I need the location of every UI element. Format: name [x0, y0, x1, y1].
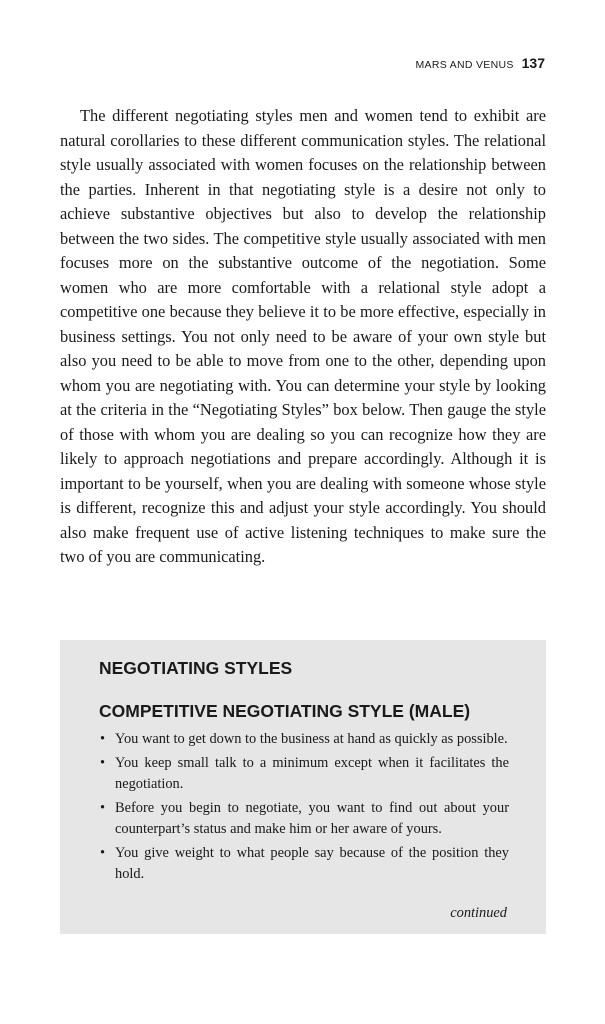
continued-label: continued	[450, 905, 507, 921]
box-title: NEGOTIATING STYLES	[99, 658, 293, 678]
running-title: MARS AND VENUS	[415, 59, 514, 71]
body-paragraph: The different negotiating styles men and women tend to exhibit are natural corollaries to these different communication styles. The relational style usually associated with women focuses on the relationship between the parties. Inherent in that negotiating style is a desire not only to achieve substantive objectives but also to develop the relationship between the two sides. The competitive style usually associated with men focuses more on the substantive outcome of the negotiation. Some women who are more comfortable with a relational style adopt a competitive one because they believe it to be more effective, especially in business settings. You not only need to be aware of your own style but also you need to be able to move from one to the other, depending upon whom you are negotiating with. You can determine your style by looking at the criteria in the “Negotiating Styles” box below. Then gauge the style of those with whom you are dealing so you can recognize how they are likely to approach negotiations and prepare accordingly. Although it is important to be yourself, when you are dealing with someone whose style is different, recognize this and adjust your style accordingly. You should also make frequent use of active listening techniques to make sure the two of you are communicating.	[60, 106, 546, 566]
box-subtitle: COMPETITIVE NEGOTIATING STYLE (MALE)	[99, 701, 471, 721]
bullet-icon: •	[100, 800, 106, 816]
list-item-text: You want to get down to the business at hand as quickly as possible.	[115, 731, 508, 747]
bullet-icon: •	[100, 845, 106, 861]
list-item-text: You keep small talk to a minimum except when it facilitates the negotiation.	[115, 755, 509, 792]
list-item	[99, 753, 509, 795]
sidebar-box-content	[99, 656, 509, 888]
bullet-list	[99, 729, 509, 885]
list-item	[99, 729, 509, 750]
list-item	[99, 843, 509, 885]
page-number: 137	[521, 55, 545, 71]
running-header	[416, 55, 546, 71]
bullet-icon: •	[100, 755, 106, 771]
list-item-text: You give weight to what people say because of the position they hold.	[115, 845, 509, 882]
sidebar-box	[60, 640, 546, 934]
bullet-icon: •	[100, 731, 106, 747]
list-item	[99, 798, 509, 840]
list-item-text: Before you begin to negotiate, you want to find out about your counterpart’s status and make him or her aware of yours.	[115, 800, 509, 837]
